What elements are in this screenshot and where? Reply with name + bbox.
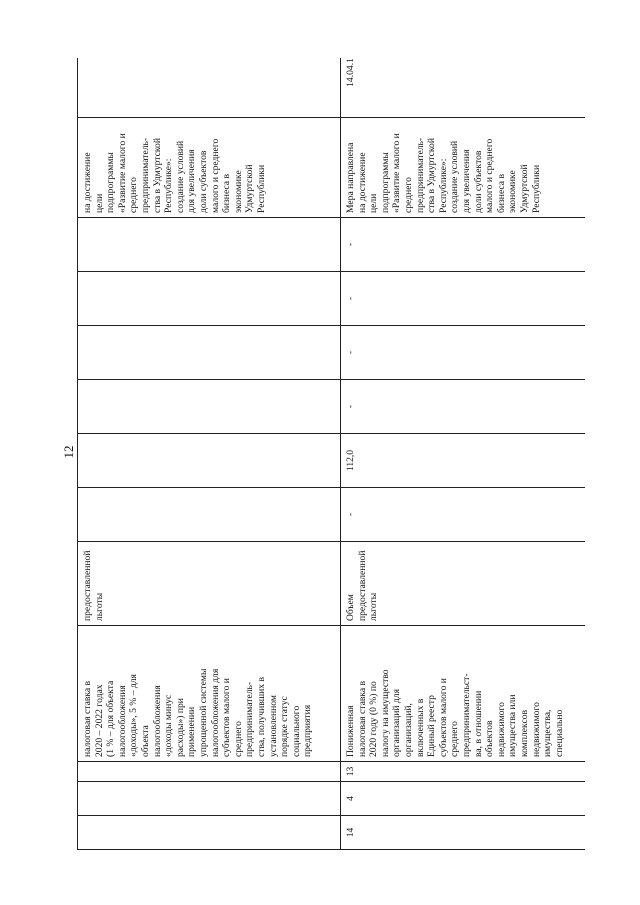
value-cell [78,272,341,326]
row-number-cell [78,816,341,850]
column-2-cell: 4 [341,782,586,816]
value-cell: - [341,272,586,326]
goal-cell: на достижение цели подпрограммы «Развитие малого и среднего предприниматель- ства в Удмуртской Республике»: создание условий для увеличения доли субъектов малого и среднего бизнеса в экономике Удмуртской Республики [78,118,341,218]
value-cell: - [341,218,586,272]
indicator-cell: Объем предоставленной льготы [341,542,586,626]
value-cell [78,326,341,380]
value-cell: - [341,326,586,380]
code-cell: 14.04.1 [341,58,586,118]
column-2-cell [78,782,341,816]
table-row [341,58,586,850]
table-frame [77,58,585,850]
rotated-table-container [77,58,585,850]
page-number: 12 [61,445,76,459]
benefits-table [77,58,585,850]
row-number-cell: 14 [341,816,586,850]
value-cell [78,380,341,434]
benefit-description-cell: налоговая ставка в 2020 – 2022 годах (1 % – для объекта налогообложения «доходы», 5 % – для объекта налогообложения «доходы минус расходы») при применении упрощенной системы налогообложения для субъектов малого и среднего предприниматель- ства, получивших в установленном порядке статус социального предприятия [78,626,341,762]
column-3-cell: 13 [341,762,586,782]
value-cell: - [341,488,586,542]
value-cell: - [341,380,586,434]
column-3-cell [78,762,341,782]
value-cell: 112,0 [341,434,586,488]
value-cell [78,434,341,488]
goal-cell: Мера направлена на достижение цели подпрограммы «Развитие малого и среднего предприниматель- ства в Удмуртской Республике»: создание условий для увеличения доли субъектов малого и среднего бизнеса в экономике Удмуртской Республики [341,118,586,218]
value-cell [78,488,341,542]
benefit-description-cell: Пониженная налоговая ставка в 2020 году (0 %) по налогу на имущество организаций для организаций, включенных в Единый реестр субъектов малого и среднего предпринимательст- ва, в отношении объектов недвижимого имущества или комплексов недвижимого имущества, специально [341,626,586,762]
indicator-cell: предоставленной льготы [78,542,341,626]
value-cell [78,218,341,272]
table-row [78,58,341,850]
code-cell [78,58,341,118]
